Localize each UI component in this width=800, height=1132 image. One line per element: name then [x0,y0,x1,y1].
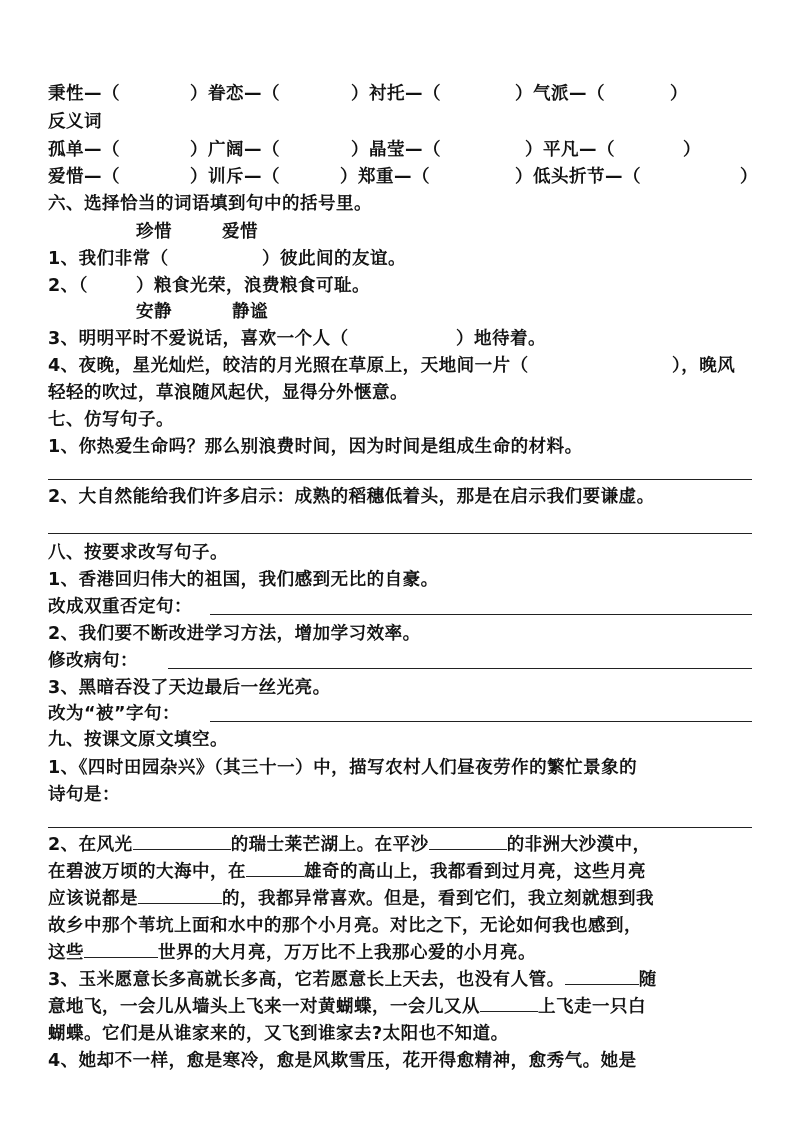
eight-q1-task: 改成双重否定句： [48,597,192,617]
nine-q2-line-4: 故乡中那个苇坑上面和水中的那个小月亮。对比之下，无论如何我也感到， [48,916,642,936]
term-zhengzhong: ）郑重—（ [340,167,430,187]
nine-q2-line-1 [48,831,651,856]
term-ditouzhejie: ）低头折节—（ [515,167,641,187]
fill-blank[interactable] [84,941,158,958]
term-bingxing: 秉性—（ [48,84,120,104]
eight-q2: 2、我们要不断改进学习方法，增加学习效率。 [48,624,421,644]
eight-q1: 1、香港回归伟大的祖国，我们感到无比的自豪。 [48,570,439,590]
eight-q3: 3、黑暗吞没了天边最后一丝光亮。 [48,678,331,698]
nine-q4: 4、她却不一样，愈是寒冷，愈是风欺雪压，花开得愈精神，愈秀气。她是 [48,1051,637,1071]
text: 的，我都异常喜欢。但是，看到它们，我立刻就想到我 [222,889,654,909]
term-chentuo: ）衬托—（ [351,84,441,104]
nine-q1: 1、《四时田园杂兴》（其三十一）中，描写农村人们昼夜劳作的繁忙景象的 [48,758,638,778]
fill-blank[interactable] [133,833,231,850]
nine-q1-cont: 诗句是： [48,785,120,805]
term-guangkuo: ）广阔—（ [190,140,280,160]
text: 意地飞，一会儿从墙头上飞来一对黄蝴蝶，一会儿又从 [48,997,480,1017]
text: 的瑞士莱芒湖上。在平沙 [230,835,429,855]
antonym-title: 反义词 [48,112,102,132]
answer-line[interactable] [168,668,752,669]
term-close: ） [670,84,688,104]
fill-blank[interactable] [429,833,507,850]
word-jingmi: 静谧 [232,302,268,322]
text: 应该说都是 [48,889,138,909]
answer-line[interactable] [210,614,752,615]
six-q2-part-a: 2、（ [48,276,88,296]
term-close: ） [740,167,758,187]
text: 这些 [48,943,84,963]
fill-blank[interactable] [138,887,222,904]
fill-blank[interactable] [246,860,304,877]
text: 随 [638,970,657,990]
six-q4-part-b: ），晚风 [672,356,736,376]
term-gudan: 孤单—（ [48,140,120,160]
term-close: ） [683,140,701,160]
answer-line[interactable] [210,721,752,722]
fill-blank[interactable] [480,995,538,1012]
nine-q3-line-3: 蝴蝶。它们是从谁家来的，又飞到谁家去?太阳也不知道。 [48,1024,509,1044]
nine-q3-line-1 [48,966,657,991]
text: 世界的大月亮，万万比不上我那心爱的小月亮。 [158,943,536,963]
term-juanlian: ）眷恋—（ [190,84,280,104]
six-q4-cont: 轻轻的吹过，草浪随风起伏，显得分外惬意。 [48,383,408,403]
term-qipai: ）气派—（ [515,84,605,104]
nine-q2-line-2 [48,858,646,883]
section-six-title: 六、选择恰当的词语填到句中的括号里。 [48,194,372,214]
word-zhenxi: 珍惜 [136,222,172,242]
section-eight-title: 八、按要求改写句子。 [48,543,228,563]
six-q1-part-a: 1、我们非常（ [48,249,169,269]
seven-q1: 1、你热爱生命吗？那么别浪费时间，因为时间是组成生命的材料。 [48,437,583,457]
seven-q2: 2、大自然能给我们许多启示：成熟的稻穗低着头，那是在启示我们要谦虚。 [48,487,655,507]
term-aixi: 爱惜—（ [48,167,120,187]
text: 上飞走一只白 [538,997,646,1017]
text: 3、玉米愿意长多高就长多高，它若愿意长上天去，也没有人管。 [48,970,565,990]
term-xunchi: ）训斥—（ [190,167,280,187]
term-pingfan: ）平凡—（ [525,140,615,160]
nine-q2-line-5 [48,939,536,964]
text: 在碧波万顷的大海中，在 [48,862,246,882]
text: 的非洲大沙漠中， [506,835,651,855]
text: 2、在风光 [48,835,133,855]
six-q4-part-a: 4、夜晚，星光灿烂，皎洁的月光照在草原上，天地间一片（ [48,356,529,376]
eight-q3-task: 改为“被”字句： [48,704,181,724]
eight-q2-task: 修改病句： [48,651,138,671]
six-q1-part-b: ）彼此间的友谊。 [262,249,406,269]
term-jingying: ）晶莹—（ [351,140,441,160]
nine-q2-line-3 [48,885,654,910]
six-q3-part-b: ）地待着。 [456,329,546,349]
fill-blank[interactable] [565,968,639,985]
six-q2-part-b: ）粮食光荣，浪费粮食可耻。 [136,276,370,296]
answer-line[interactable] [48,533,752,534]
text: 雄奇的高山上，我都看到过月亮，这些月亮 [304,862,646,882]
word-aixi: 爱惜 [222,222,258,242]
section-nine-title: 九、按课文原文填空。 [48,730,228,750]
word-anjing: 安静 [136,302,172,322]
answer-line[interactable] [48,479,752,480]
answer-line[interactable] [48,827,752,828]
nine-q3-line-2 [48,993,646,1018]
six-q3-part-a: 3、明明平时不爱说话，喜欢一个人（ [48,329,349,349]
section-seven-title: 七、仿写句子。 [48,410,174,430]
